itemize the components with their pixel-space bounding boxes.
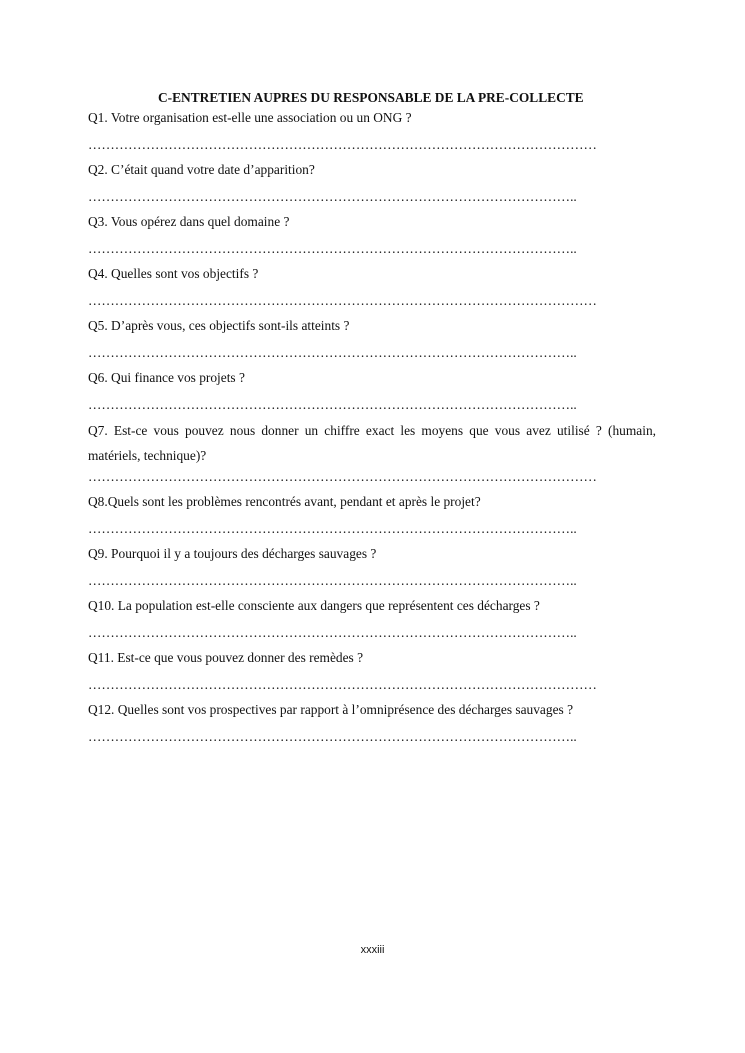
question-block-4 [88,264,656,316]
question-text: Q12. Quelles sont vos prospectives par rapport à l’omniprésence des décharges sauvages ? [88,702,574,717]
answer-line: ……………………………………………………………………………………………….. [88,573,577,588]
answer-line: …………………………………………………………………………………………………… [88,293,597,308]
question-text: Q8.Quels sont les problèmes rencontrés avant, pendant et après le projet? [88,494,481,509]
question-block-2 [88,160,656,212]
question-block-5 [88,316,656,368]
question-text: Q7. Est-ce vous pouvez nous donner un chiffre exact les moyens que vous avez utilisé ? (humain, matériels, technique)? [88,423,656,463]
question-block-8 [88,492,656,544]
answer-line: …………………………………………………………………………………………………… [88,469,597,484]
question-text: Q11. Est-ce que vous pouvez donner des remèdes ? [88,650,364,665]
answer-line: ……………………………………………………………………………………………….. [88,397,577,412]
answer-line: ……………………………………………………………………………………………….. [88,625,577,640]
section-title: C-ENTRETIEN AUPRES DU RESPONSABLE DE LA PRE-COLLECTE [158,90,584,105]
question-text: Q3. Vous opérez dans quel domaine ? [88,214,290,229]
answer-line: ……………………………………………………………………………………………….. [88,189,577,204]
question-text: Q9. Pourquoi il y a toujours des décharges sauvages ? [88,546,377,561]
question-block-7 [88,418,656,492]
question-block-6 [88,368,656,420]
question-block-10 [88,596,656,648]
question-text: Q2. C’était quand votre date d’apparition? [88,162,315,177]
question-text: Q6. Qui finance vos projets ? [88,370,245,385]
answer-line: …………………………………………………………………………………………………… [88,677,597,692]
question-text: Q10. La population est-elle consciente aux dangers que représentent ces décharges ? [88,598,540,613]
question-block-1 [88,108,656,160]
answer-line: ……………………………………………………………………………………………….. [88,729,577,744]
question-text: Q5. D’après vous, ces objectifs sont-ils atteints ? [88,318,350,333]
question-text: Q1. Votre organisation est-elle une association ou un ONG ? [88,110,412,125]
question-block-3 [88,212,656,264]
question-block-11 [88,648,656,700]
document-page [88,88,656,752]
answer-line: ……………………………………………………………………………………………….. [88,521,577,536]
question-block-12 [88,700,656,752]
answer-line: ……………………………………………………………………………………………….. [88,241,577,256]
answer-line: …………………………………………………………………………………………………… [88,137,597,152]
page-number: xxxiii [360,944,385,956]
question-block-9 [88,544,656,596]
question-text: Q4. Quelles sont vos objectifs ? [88,266,259,281]
answer-line: ……………………………………………………………………………………………….. [88,345,577,360]
